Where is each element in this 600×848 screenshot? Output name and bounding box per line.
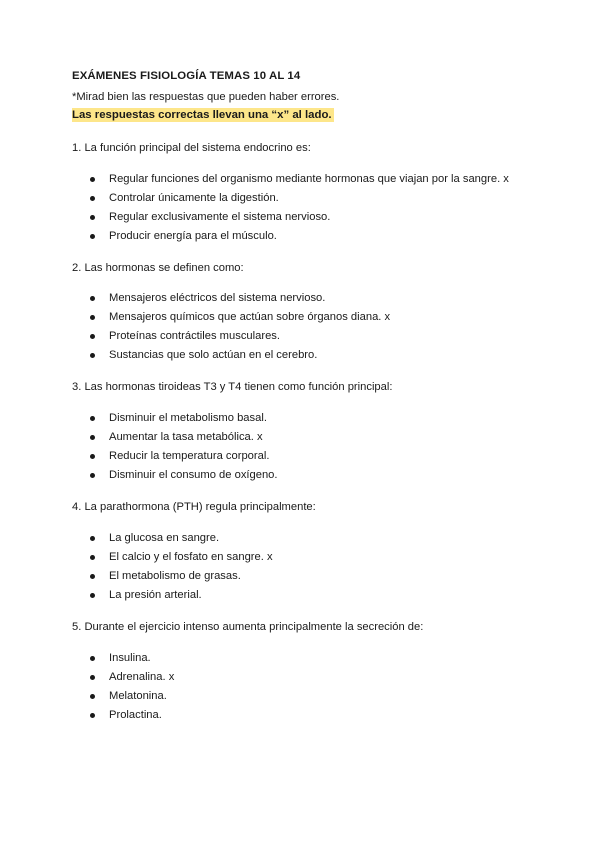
question-1-option-3 bbox=[90, 211, 330, 223]
option-text: Proteínas contráctiles musculares. bbox=[109, 330, 280, 342]
bullet-icon bbox=[90, 574, 95, 579]
question-1-option-1 bbox=[90, 173, 509, 185]
bullet-icon bbox=[90, 536, 95, 541]
bullet-icon bbox=[90, 334, 95, 339]
bullet-icon bbox=[90, 177, 95, 182]
question-3-option-3 bbox=[90, 450, 269, 462]
question-2: 2. Las hormonas se definen como: bbox=[72, 262, 244, 274]
question-3-option-2 bbox=[90, 431, 263, 443]
option-text: Mensajeros eléctricos del sistema nervioso. bbox=[109, 292, 326, 304]
option-text: Disminuir el metabolismo basal. bbox=[109, 412, 267, 424]
question-3: 3. Las hormonas tiroideas T3 y T4 tienen como función principal: bbox=[72, 381, 393, 393]
question-5-option-1 bbox=[90, 652, 151, 664]
question-4-option-4 bbox=[90, 589, 202, 601]
question-5: 5. Durante el ejercicio intenso aumenta principalmente la secreción de: bbox=[72, 621, 424, 633]
warning-note: *Mirad bien las respuestas que pueden haber errores. bbox=[72, 91, 340, 103]
document-title: EXÁMENES FISIOLOGÍA TEMAS 10 AL 14 bbox=[72, 70, 301, 82]
option-text: Melatonina. bbox=[109, 690, 167, 702]
question-2-option-4 bbox=[90, 349, 317, 361]
bullet-icon bbox=[90, 215, 95, 220]
bullet-icon bbox=[90, 296, 95, 301]
bullet-icon bbox=[90, 694, 95, 699]
question-3-option-1 bbox=[90, 412, 267, 424]
option-text: Controlar únicamente la digestión. bbox=[109, 192, 279, 204]
option-text: Adrenalina. x bbox=[109, 671, 175, 683]
option-text: El calcio y el fosfato en sangre. x bbox=[109, 551, 273, 563]
bullet-icon bbox=[90, 473, 95, 478]
option-text: Sustancias que solo actúan en el cerebro. bbox=[109, 349, 318, 361]
question-5-option-2 bbox=[90, 671, 174, 683]
bullet-icon bbox=[90, 435, 95, 440]
question-1-option-2 bbox=[90, 192, 279, 204]
bullet-icon bbox=[90, 656, 95, 661]
bullet-icon bbox=[90, 234, 95, 239]
question-3-option-4 bbox=[90, 469, 278, 481]
bullet-icon bbox=[90, 315, 95, 320]
option-text: La glucosa en sangre. bbox=[109, 532, 220, 544]
bullet-icon bbox=[90, 416, 95, 421]
option-text: Producir energía para el músculo. bbox=[109, 230, 277, 242]
question-1-option-4 bbox=[90, 230, 277, 242]
question-2-option-2 bbox=[90, 311, 390, 323]
question-4-option-3 bbox=[90, 570, 241, 582]
question-1: 1. La función principal del sistema endocrino es: bbox=[72, 142, 311, 154]
question-4: 4. La parathormona (PTH) regula principalmente: bbox=[72, 501, 316, 513]
question-2-option-1 bbox=[90, 292, 325, 304]
bullet-icon bbox=[90, 555, 95, 560]
bullet-icon bbox=[90, 454, 95, 459]
bullet-icon bbox=[90, 353, 95, 358]
option-text: Mensajeros químicos que actúan sobre órganos diana. x bbox=[109, 311, 391, 323]
option-text: El metabolismo de grasas. bbox=[109, 570, 241, 582]
question-5-option-3 bbox=[90, 690, 167, 702]
option-text: Regular exclusivamente el sistema nervioso. bbox=[109, 211, 331, 223]
option-text: Prolactina. bbox=[109, 709, 162, 721]
question-4-option-1 bbox=[90, 532, 219, 544]
bullet-icon bbox=[90, 196, 95, 201]
bullet-icon bbox=[90, 713, 95, 718]
question-2-option-3 bbox=[90, 330, 280, 342]
option-text: La presión arterial. bbox=[109, 589, 202, 601]
option-text: Reducir la temperatura corporal. bbox=[109, 450, 270, 462]
option-text: Regular funciones del organismo mediante hormonas que viajan por la sangre. x bbox=[109, 173, 509, 185]
option-text: Aumentar la tasa metabólica. x bbox=[109, 431, 263, 443]
question-5-option-4 bbox=[90, 709, 162, 721]
bullet-icon bbox=[90, 675, 95, 680]
question-4-option-2 bbox=[90, 551, 273, 563]
highlighted-instruction: Las respuestas correctas llevan una “x” al lado. bbox=[72, 109, 332, 121]
option-text: Disminuir el consumo de oxígeno. bbox=[109, 469, 278, 481]
bullet-icon bbox=[90, 593, 95, 598]
option-text: Insulina. bbox=[109, 652, 151, 664]
